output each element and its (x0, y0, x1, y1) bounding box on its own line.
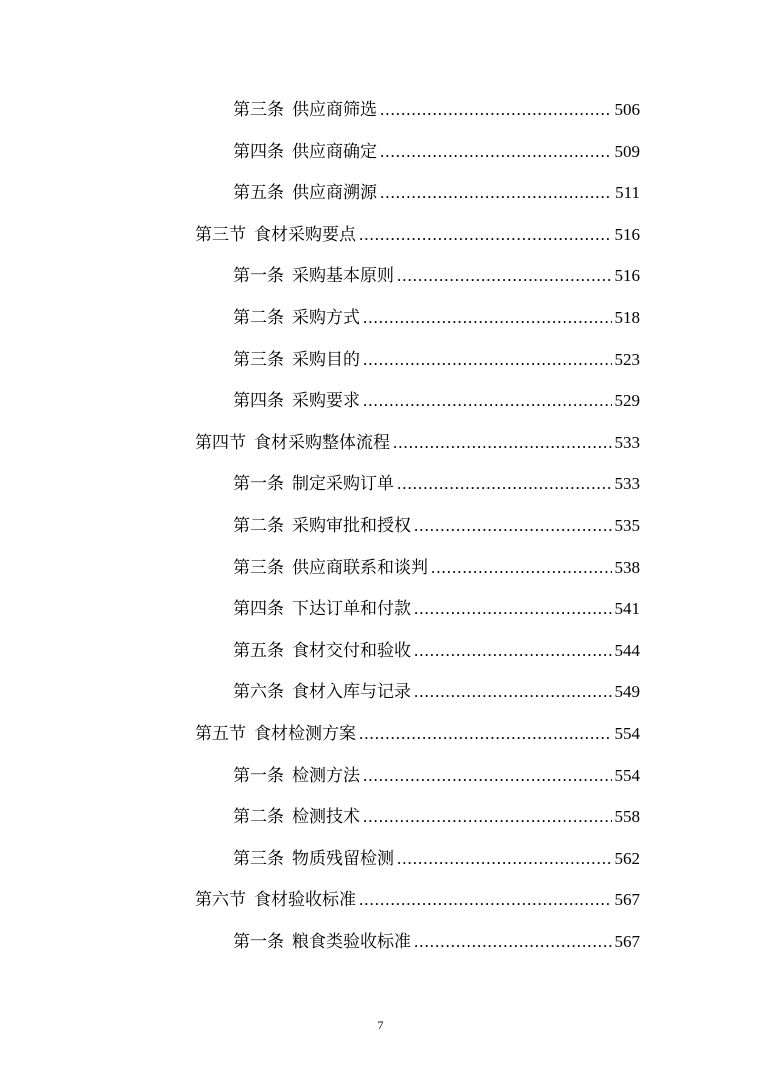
toc-section-entry[interactable] (195, 214, 640, 256)
toc-entry-page: 533 (614, 432, 640, 452)
toc-article-entry[interactable] (233, 339, 640, 381)
toc-dot-leader (393, 422, 612, 464)
toc-dot-leader (363, 297, 612, 339)
toc-entry-title: 食材入库与记录 (292, 682, 411, 703)
toc-entry-page: 516 (614, 224, 640, 244)
toc-entry-title: 食材交付和验收 (292, 640, 411, 661)
toc-entry-page: 533 (614, 474, 640, 494)
toc-article-entry[interactable] (233, 630, 640, 672)
toc-article-entry[interactable] (233, 297, 640, 339)
toc-entry-title: 供应商溯源 (292, 183, 377, 204)
toc-dot-leader (363, 755, 612, 797)
toc-dot-leader (359, 879, 612, 921)
toc-entry-title: 采购方式 (292, 307, 360, 328)
toc-article-entry[interactable] (233, 131, 640, 173)
toc-entry-title: 采购目的 (292, 349, 360, 370)
toc-entry-page: 529 (614, 391, 640, 411)
toc-dot-leader (414, 671, 612, 713)
toc-entry-title: 物质残留检测 (292, 848, 394, 869)
toc-entry-page: 535 (614, 515, 640, 535)
toc-article-entry[interactable] (233, 755, 640, 797)
toc-article-entry[interactable] (233, 547, 640, 589)
toc-dot-leader (414, 921, 612, 963)
toc-entry-number: 第三条 (233, 100, 284, 120)
toc-section-entry[interactable] (195, 879, 640, 921)
toc-entry-number: 第一条 (233, 266, 284, 287)
toc-entry-page: 567 (614, 931, 640, 951)
toc-entry-title: 供应商联系和谈判 (292, 557, 428, 578)
toc-article-entry[interactable] (233, 796, 640, 838)
toc-dot-leader (380, 89, 612, 131)
toc-dot-leader (363, 380, 612, 422)
toc-entry-number: 第三条 (233, 349, 284, 370)
toc-dot-leader (414, 630, 612, 672)
toc-dot-leader (414, 505, 612, 547)
toc-dot-leader (397, 463, 612, 505)
toc-entry-number: 第六节 (195, 890, 246, 911)
toc-entry-number: 第五条 (233, 640, 284, 661)
toc-entry-number: 第二条 (233, 515, 284, 536)
toc-entry-number: 第三节 (195, 224, 246, 245)
toc-entry-title: 制定采购订单 (292, 474, 394, 495)
toc-entry-number: 第五条 (233, 183, 284, 204)
toc-dot-leader (397, 838, 612, 880)
toc-entry-page: 509 (614, 141, 640, 161)
table-of-contents (0, 89, 761, 962)
toc-entry-number: 第五节 (195, 723, 246, 744)
toc-section-entry[interactable] (195, 713, 640, 755)
toc-dot-leader (397, 255, 612, 297)
toc-entry-number: 第二条 (233, 307, 284, 328)
toc-entry-page: 558 (614, 807, 640, 827)
toc-article-entry[interactable] (233, 838, 640, 880)
toc-article-entry[interactable] (233, 255, 640, 297)
toc-entry-title: 采购基本原则 (292, 266, 394, 287)
toc-article-entry[interactable] (233, 671, 640, 713)
toc-entry-page: 511 (615, 183, 640, 203)
toc-entry-title: 食材采购整体流程 (254, 432, 390, 453)
toc-entry-page: 541 (614, 599, 640, 619)
toc-entry-number: 第一条 (233, 765, 284, 786)
toc-entry-number: 第四条 (233, 141, 284, 162)
toc-entry-number: 第四条 (233, 599, 284, 620)
toc-entry-number: 第四条 (233, 391, 284, 412)
toc-entry-number: 第一条 (233, 474, 284, 495)
toc-entry-title: 下达订单和付款 (292, 599, 411, 620)
toc-entry-page: 544 (614, 640, 640, 660)
toc-entry-title: 食材检测方案 (254, 723, 356, 744)
toc-article-entry[interactable] (233, 380, 640, 422)
toc-dot-leader (414, 588, 612, 630)
toc-article-entry[interactable] (233, 588, 640, 630)
toc-entry-page: 506 (614, 100, 640, 119)
toc-article-entry[interactable] (233, 89, 640, 131)
toc-entry-page: 516 (614, 266, 640, 286)
toc-entry-page: 538 (614, 557, 640, 577)
toc-entry-number: 第三条 (233, 557, 284, 578)
toc-section-entry[interactable] (195, 422, 640, 464)
toc-entry-number: 第三条 (233, 848, 284, 869)
toc-dot-leader (359, 214, 612, 256)
toc-entry-page: 567 (614, 890, 640, 910)
page-number: 7 (377, 1018, 384, 1032)
toc-entry-number: 第一条 (233, 931, 284, 952)
toc-entry-title: 采购审批和授权 (292, 515, 411, 536)
toc-entry-title: 采购要求 (292, 391, 360, 412)
toc-entry-page: 562 (614, 848, 640, 868)
toc-entry-title: 食材验收标准 (254, 890, 356, 911)
toc-entry-number: 第四节 (195, 432, 246, 453)
toc-entry-title: 供应商确定 (292, 141, 377, 162)
toc-entry-page: 554 (614, 765, 640, 785)
toc-entry-title: 检测方法 (292, 765, 360, 786)
toc-dot-leader (363, 796, 612, 838)
toc-entry-page: 523 (614, 349, 640, 369)
toc-entry-title: 检测技术 (292, 807, 360, 828)
toc-article-entry[interactable] (233, 172, 640, 214)
toc-entry-title: 供应商筛选 (292, 100, 377, 120)
toc-dot-leader (380, 172, 612, 214)
toc-entry-page: 554 (614, 723, 640, 743)
toc-article-entry[interactable] (233, 463, 640, 505)
toc-dot-leader (431, 547, 612, 589)
toc-article-entry[interactable] (233, 505, 640, 547)
toc-entry-title: 粮食类验收标准 (292, 931, 411, 952)
toc-entry-page: 549 (614, 682, 640, 702)
toc-dot-leader (380, 131, 612, 173)
toc-entry-number: 第二条 (233, 807, 284, 828)
toc-entry-page: 518 (614, 307, 640, 327)
toc-article-entry[interactable] (233, 921, 640, 963)
toc-entry-title: 食材采购要点 (254, 224, 356, 245)
toc-entry-number: 第六条 (233, 682, 284, 703)
toc-dot-leader (363, 339, 612, 381)
toc-dot-leader (359, 713, 612, 755)
